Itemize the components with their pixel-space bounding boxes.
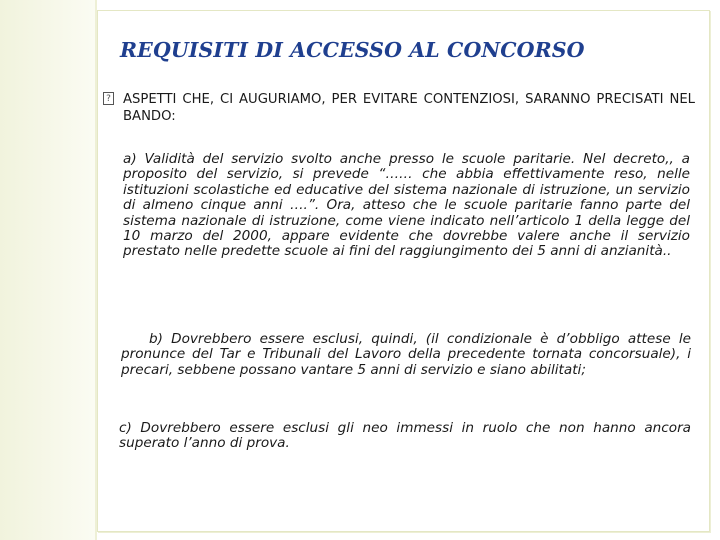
slide-content-frame: [97, 10, 710, 532]
bullet-text: ASPETTI CHE, CI AUGURIAMO, PER EVITARE CONTENZIOSI, SARANNO PRECISATI NEL BANDO:: [123, 92, 695, 124]
square-bullet-icon: ?: [103, 92, 114, 105]
paragraph-a: a) Validità del servizio svolto anche presso le scuole paritarie. Nel decreto,, a proposito del servizio, si prevede “…… che abbia effettivamente reso, nelle istituzioni scolastiche ed educative del sistema nazionale di istruzione, un servizio di almeno cinque anni ….”. Ora, atteso che le scuole paritarie fanno parte del sistema nazionale di istruzione, come viene indicato nell’articolo 1 della legge del 10 marzo del 2000, appare evidente che dovrebbe valere anche il servizio prestato nelle predette scuole ai fini del raggiungimento dei 5 anni di anzianità..: [123, 151, 690, 260]
paragraph-b: b) Dovrebbero essere esclusi, quindi, (il condizionale è d’obbligo attese le pronunce del Tar e Tribunali del Lavoro della precedente tornata concorsuale), i precari, sebbene possano vantare 5 anni di servizio e siano abilitati;: [121, 331, 691, 378]
left-decorative-band: [0, 0, 95, 540]
slide-title: REQUISITI DI ACCESSO AL CONCORSO: [120, 38, 585, 62]
paragraph-c: c) Dovrebbero essere esclusi gli neo immessi in ruolo che non hanno ancora superato l’anno di prova.: [119, 420, 691, 452]
